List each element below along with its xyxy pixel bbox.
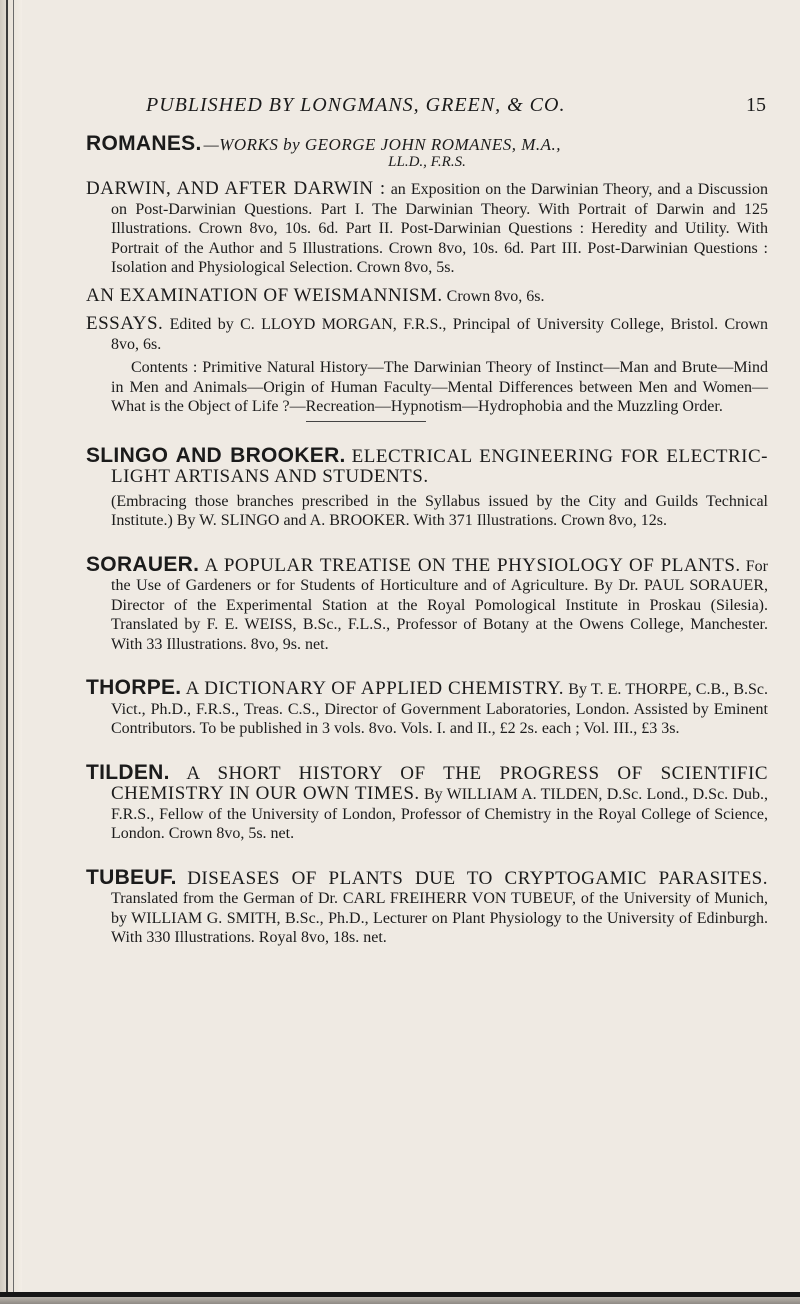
author-name: TUBEUF. [86,865,177,889]
entry-heading [86,676,769,739]
entry-romanes [86,132,768,422]
page-bottom-edge [0,1292,800,1304]
entry-heading [86,865,769,948]
author-name: TILDEN. [86,760,170,784]
author-name: SORAUER. [86,552,200,576]
book-darwin [86,178,768,278]
catalogue-page [86,132,768,972]
book-description: By WILLIAM A. TILDEN, D.Sc. Lond., D.Sc. Dub., F.R.S., Fellow of the University of London, Professor of Chemistry in the Royal College of Science, London. Crown 8vo, 5s. net. [111,786,769,842]
binding-rule-thin [13,0,14,1304]
entry-body [86,552,768,655]
author-name: ROMANES. [86,132,202,155]
entry-heading [86,443,769,488]
bottom-rule [0,1292,800,1297]
entry-heading [86,132,768,156]
author-credentials: LL.D., F.R.S. [388,154,466,170]
entry-tilden [86,760,769,844]
entry-slingo [86,443,769,531]
entry-heading [86,552,768,655]
book-description: Translated from the German of Dr. CARL FREIHERR VON TUBEUF, of the University of Munich, by WILLIAM G. SMITH, B.Sc., Ph.D., Lecturer on Plant Physiology to the University of Edinburgh. With 330 Illustrations. Royal 8vo, 18s. net. [111,890,768,946]
entry-body [86,179,768,417]
book-title: A DICTIONARY OF APPLIED CHEMISTRY. [185,678,565,699]
book-description: (Embracing those branches prescribed in the Syllabus issued by the City and Guilds Technical Institute.) By W. SLINGO and A. BROOKER. With 371 Illustrations. Crown 8vo, 12s. [111,492,768,529]
entry-body [86,865,769,948]
book-title: ESSAYS. [86,313,164,334]
book-title: A POPULAR TREATISE ON THE PHYSIOLOGY OF PLANTS. [204,554,741,576]
book-title: DARWIN, AND AFTER DARWIN : [86,178,386,199]
book-price: Crown 8vo, 6s. [446,287,545,305]
works-by-line: —WORKS by GEORGE JOHN ROMANES, M.A., [203,135,562,154]
entry-body [86,678,768,739]
book-title: DISEASES OF PLANTS DUE TO CRYPTOGAMIC PARASITES. [187,867,769,889]
book-description: Edited by C. LLOYD MORGAN, F.R.S., Principal of University College, Bristol. Crown 8vo, 6s. [111,316,768,353]
entry-thorpe [86,678,768,739]
page-number: 15 [746,94,766,116]
section-divider [306,421,426,422]
book-title: AN EXAMINATION OF WEISMANNISM. [86,284,443,306]
book-binding-edge [0,0,22,1304]
entry-body [86,443,769,531]
book-weismannism [86,284,768,307]
book-description: an Exposition on the Darwinian Theory, and a Discussion on Post-Darwinian Questions. Part I. The Darwinian Theory. With Portrait of Darwin and 125 Illustrations. Crown 8vo, 10s. 6d. Part II. Post-Darwinian Questions : Heredity and Utility. With Portrait of the Author and 5 Illustrations. Crown 8vo, 10s. 6d. Part III. Post-Darwinian Questions : Isolation and Physiological Selection. Crown 8vo, 5s. [111,181,768,276]
book-description: For the Use of Gardeners or for Students of Horticulture and of Agriculture. By Dr. PAUL SORAUER, Director of the Experimental Station at the Royal Pomological Institute in Proskau (Silesia). Translated by F. E. WEISS, B.Sc., F.L.S., Professor of Botany at the Owens College, Manchester. With 33 Illustrations. 8vo, 9s. net. [111,557,768,653]
book-contents: Contents : Primitive Natural History—The Darwinian Theory of Instinct—Man and Brute—Mind in Men and Animals—Origin of Human Faculty—Mental Differences between Men and Women—What is the Object of Life ?—Recreation—Hypnotism—Hydrophobia and the Muzzling Order. [111,359,768,415]
author-name: SLINGO AND BROOKER. [86,443,346,467]
entry-heading [86,760,769,844]
binding-rule [6,0,8,1304]
book-title: ELECTRICAL ENGINEERING FOR ELECTRIC-LIGHT ARTISANS AND STUDENTS. [111,445,769,487]
book-description: By T. E. THORPE, C.B., B.Sc. Vict., Ph.D., F.R.S., Treas. C.S., Director of Government Laboratories, London. Assisted by Eminent Contributors. To be published in 3 vols. 8vo. Vols. I. and II., £2 2s. each ; Vol. III., £3 3s. [111,681,769,737]
book-essays [86,313,768,354]
entry-sorauer [86,552,768,655]
entry-body [86,760,769,844]
book-title: A SHORT HISTORY OF THE PROGRESS OF SCIENTIFIC CHEMISTRY IN OUR OWN TIMES. [111,762,768,804]
entry-tubeuf [86,865,769,948]
author-name: THORPE. [86,676,182,699]
running-head: PUBLISHED BY LONGMANS, GREEN, & CO. [146,94,566,116]
